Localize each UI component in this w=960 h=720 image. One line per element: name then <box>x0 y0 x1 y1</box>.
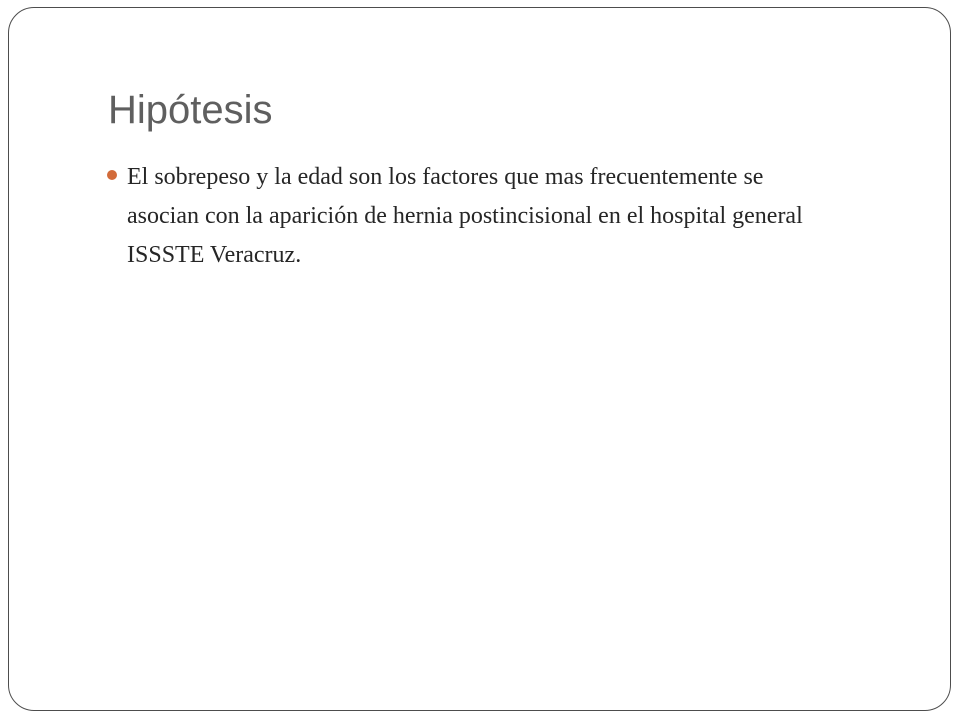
list-item <box>107 158 827 275</box>
bullet-icon <box>107 170 117 180</box>
slide-title: Hipótesis <box>108 88 273 132</box>
bullet-text: El sobrepeso y la edad son los factores que mas frecuentemente se asocian con la aparición de hernia postincisional en el hospital general ISSSTE Veracruz. <box>127 164 803 268</box>
bullet-list <box>107 158 827 275</box>
